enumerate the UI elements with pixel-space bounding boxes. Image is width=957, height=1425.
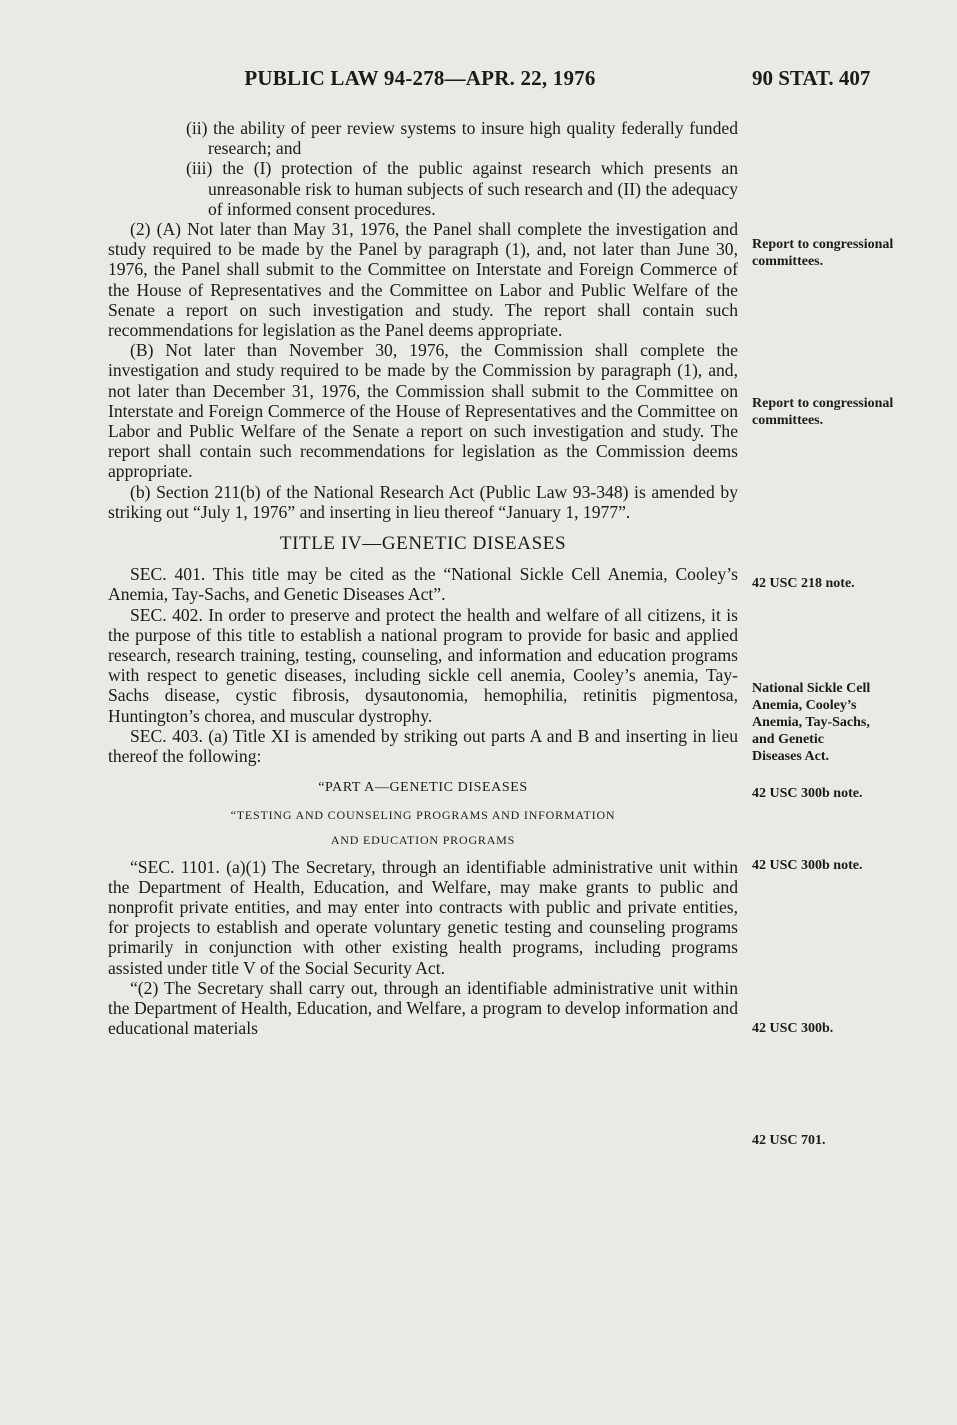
main-text [108, 118, 738, 1038]
margin-note-report-1: Report to congressional committees. [752, 237, 894, 269]
section-401: SEC. 401. This title may be cited as the “National Sickle Cell Anemia, Cooley’s Anemia, Tay-Sachs, and Genetic Diseases Act”. [108, 564, 738, 605]
part-a-heading: “PART A—GENETIC DISEASES [318, 780, 528, 796]
margin-note-usc-300b-3: 42 USC 300b. [752, 1021, 834, 1036]
paragraph-2a: (2) (A) Not later than May 31, 1976, the Panel shall complete the investigation and study required to be made by the Panel by paragraph (1), and, not later than June 30, 1976, the Panel shall submit to the Committee on Interstate and Foreign Commerce of the House of Representatives and the Committee on Labor and Public Welfare of the Senate a report on such investigation and study. The report shall contain such recommendations for legislation as the Panel deems appropriate. [108, 219, 738, 341]
paragraph-b: (b) Section 211(b) of the National Research Act (Public Law 93-348) is amended by striking out “July 1, 1976” and inserting in lieu thereof “January 1, 1977”. [108, 481, 738, 522]
margin-note-usc-300b-1: 42 USC 300b note. [752, 786, 863, 801]
margin-note-usc-701: 42 USC 701. [752, 1133, 826, 1148]
header-stat: 90 STAT. 407 [752, 66, 871, 90]
section-1101: “SEC. 1101. (a)(1) The Secretary, through an identifiable administrative unit within the Department of Health, Education, and Welfare, may make grants to public and nonprofit private entities, and may enter into contracts with public and private entities, for projects to establish and operate voluntary genetic testing and counseling programs primarily in conjunction with other existing health programs, including programs assisted under title V of the Social Security Act. [108, 856, 738, 978]
section-403: SEC. 403. (a) Title XI is amended by striking out parts A and B and inserting in lieu thereof the following: [108, 725, 738, 767]
section-1101-2: “(2) The Secretary shall carry out, through an identifiable administrative unit within the Department of Health, Education, and Welfare, a program to develop information and educational materials [108, 977, 738, 1039]
margin-note-act-name: National Sickle Cell Anemia, Cooley’s Anemia, Tay-Sachs, and Genetic Diseases Act. [752, 681, 871, 764]
section-402: SEC. 402. In order to preserve and protect the health and welfare of all citizens, it is the purpose of this title to establish a national program to provide for basic and applied research, research training, testing, counseling, and information and education programs with respect to genetic diseases, including sickle cell anemia, Cooley’s anemia, Tay-Sachs disease, cystic fibrosis, dysautonomia, hemophilia, retinitis pigmentosa, Huntington’s chorea, and muscular dystrophy. [108, 604, 738, 726]
section-heading-line-1: “TESTING AND COUNSELING PROGRAMS AND INFORMATION [230, 807, 616, 822]
paragraph-2b: (B) Not later than November 30, 1976, the Commission shall complete the investigation and study required to be made by the Commission by paragraph (1), and, not later than December 31, 1976, the Commission shall submit to the Committee on Interstate and Foreign Commerce of the House of Representatives and the Committee on Labor and Public Welfare of the Senate a report on such investigation and study. The report shall contain such recommendations for legislation as the Commission deems appropriate. [108, 340, 738, 482]
page-header [0, 66, 957, 94]
margin-note-usc-218: 42 USC 218 note. [752, 576, 855, 591]
header-title: PUBLIC LAW 94-278—APR. 22, 1976 [244, 66, 596, 90]
title-heading: TITLE IV—GENETIC DISEASES [279, 533, 567, 555]
margin-note-usc-300b-2: 42 USC 300b note. [752, 858, 863, 873]
margin-note-report-2: Report to congressional committees. [752, 396, 894, 428]
section-heading-line-2: AND EDUCATION PROGRAMS [330, 832, 516, 847]
paragraph-ii: (ii) the ability of peer review systems to insure high quality federally funded research; and [186, 118, 738, 159]
paragraph-iii: (iii) the (I) protection of the public against research which presents an unreasonable risk to human subjects of such research and (II) the adequacy of informed consent procedures. [186, 158, 738, 219]
